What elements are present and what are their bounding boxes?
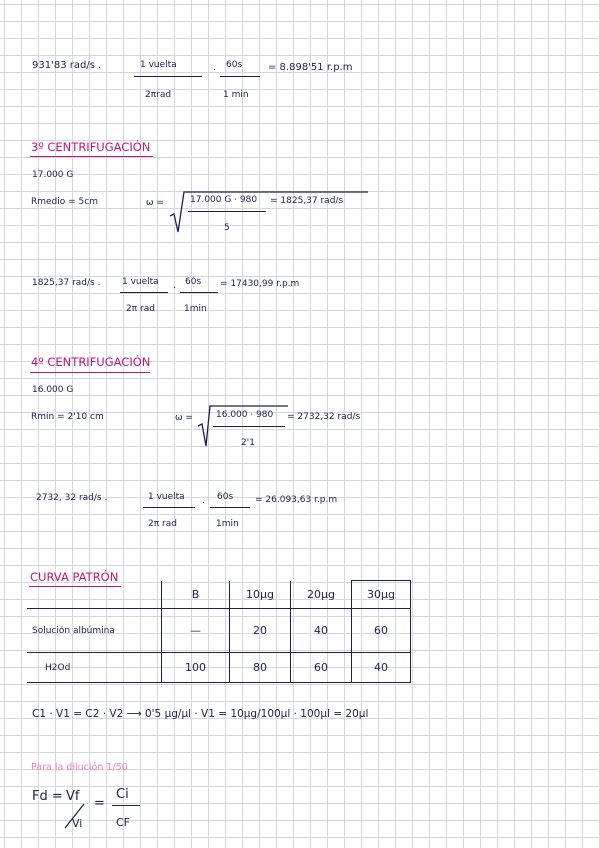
table-row-label: Solución albúmina: [27, 609, 162, 653]
sqrt-denominator: 5: [224, 223, 230, 233]
multiply-dot: .: [202, 495, 206, 506]
table-cell: 40: [291, 609, 352, 653]
multiply-dot: .: [213, 62, 217, 73]
initial-concentration: Ci: [116, 787, 129, 802]
standard-curve-table: [27, 580, 411, 683]
sqrt-denominator: 2'1: [241, 438, 255, 448]
fraction-bar: [143, 507, 195, 508]
table-header-cell: B: [162, 581, 230, 609]
fraction-bar: [134, 76, 202, 77]
fraction-numerator: 60s: [217, 492, 234, 502]
rpm-result: = 8.898'51 r.p.m: [268, 62, 353, 73]
table-header-cell: 10μg: [230, 581, 291, 609]
fraction-numerator: 1 vuelta: [122, 277, 159, 287]
fraction-numerator: 1 vuelta: [140, 60, 177, 70]
rpm-conversion-value: 1825,37 rad/s .: [32, 278, 101, 288]
fraction-bar: [213, 426, 285, 427]
fraction-bar: [210, 507, 250, 508]
table-row: [27, 653, 411, 683]
table-corner-cell: [27, 581, 162, 609]
rpm-conversion-value: 931'83 rad/s .: [32, 60, 102, 71]
fraction-denominator: 1min: [184, 304, 207, 314]
dilution-formula: C1 · V1 = C2 · V2 ⟶ 0'5 μg/μl · V1 = 10μg/100μl · 100μl = 20μl: [32, 708, 369, 720]
fraction-denominator: 2π rad: [148, 519, 177, 529]
table-cell: 60: [291, 653, 352, 683]
table-header-cell: 30μg: [352, 581, 411, 609]
fraction-denominator: 2π rad: [126, 304, 155, 314]
table-cell: 60: [352, 609, 411, 653]
section-heading: 3º CENTRIFUGACIÓN: [31, 140, 151, 154]
table-cell: —: [162, 609, 230, 653]
radius-value: Rmedio = 5cm: [31, 197, 98, 207]
table-header-cell: 20μg: [291, 581, 352, 609]
heading-underline: [30, 372, 150, 373]
table-cell: 40: [352, 653, 411, 683]
section-heading: CURVA PATRÓN: [30, 570, 119, 584]
fraction-bar: [180, 292, 218, 293]
g-force-value: 16.000 G: [32, 385, 74, 395]
table-cell: 100: [162, 653, 230, 683]
angular-velocity-result: = 1825,37 rad/s: [270, 196, 344, 206]
fraction-bar: [188, 211, 266, 212]
table-row: [27, 609, 411, 653]
final-concentration: CF: [116, 816, 131, 829]
fraction-bar: [112, 805, 140, 806]
fraction-bar: [220, 76, 260, 77]
omega-label: ω =: [146, 198, 164, 208]
fraction-numerator: 60s: [185, 277, 202, 287]
omega-label: ω =: [175, 413, 193, 423]
radius-value: Rmin = 2'10 cm: [31, 412, 104, 422]
rpm-result: = 17430,99 r.p.m: [220, 279, 300, 289]
g-force-value: 17.000 G: [32, 170, 74, 180]
heading-underline: [30, 156, 153, 157]
fraction-numerator: 1 vuelta: [148, 492, 185, 502]
fraction-denominator: 2πrad: [145, 90, 172, 100]
final-volume: Vf: [66, 789, 80, 804]
table-header-row: [27, 581, 411, 609]
multiply-dot: .: [173, 280, 177, 291]
fraction-bar: [120, 292, 168, 293]
angular-velocity-result: = 2732,32 rad/s: [287, 412, 361, 422]
fraction-numerator: 60s: [226, 60, 243, 70]
sqrt-numerator: 17.000 G · 980: [190, 195, 258, 205]
fraction-denominator: 1min: [216, 519, 239, 529]
dilution-note: Para la dilución 1/50: [31, 762, 128, 773]
table-cell: 80: [230, 653, 291, 683]
table-row-label: H2Od: [27, 653, 162, 683]
initial-volume: Vi: [72, 817, 83, 830]
table-cell: 20: [230, 609, 291, 653]
equals-sign: =: [94, 796, 105, 811]
sqrt-numerator: 16.000 · 980: [216, 410, 274, 420]
section-heading: 4º CENTRIFUGACIÓN: [31, 355, 151, 369]
fraction-denominator: 1 min: [223, 90, 249, 100]
dilution-factor-label: Fd =: [32, 789, 63, 804]
rpm-result: = 26.093,63 r.p.m: [255, 495, 338, 505]
rpm-conversion-value: 2732, 32 rad/s .: [36, 493, 108, 503]
